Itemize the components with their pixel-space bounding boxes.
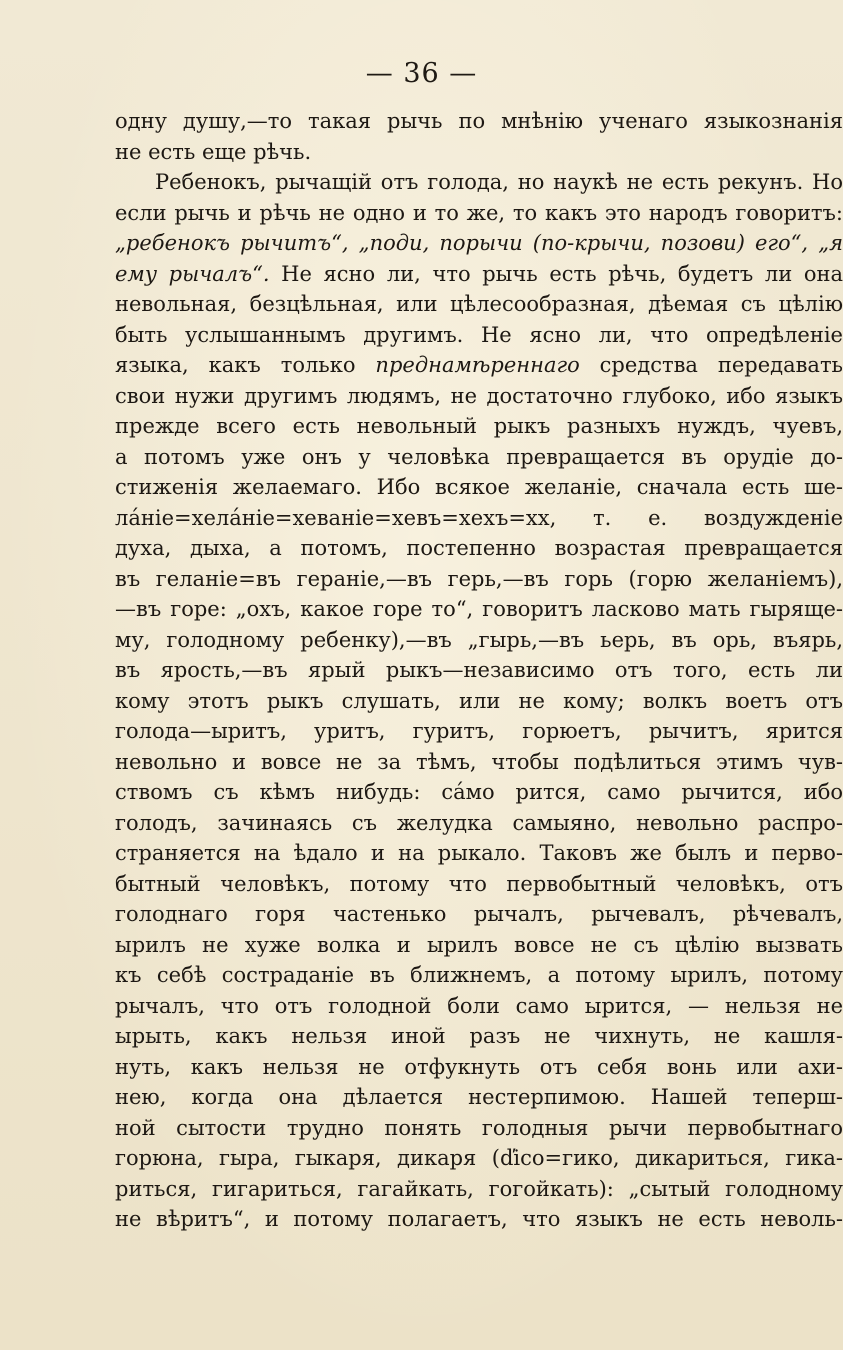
- text-line: [115, 838, 843, 869]
- text-line: [115, 228, 843, 259]
- text-segment: ырыть, какъ нельзя иной разъ не чихнуть, не кашля-: [115, 1024, 843, 1048]
- text-line: [115, 655, 843, 686]
- text-segment: одну душу,—то такая рычь по мнѣнію ученаго языкознанія: [115, 109, 843, 133]
- text-segment: горюна, гыра, гыкаря, дикаря (ďico=гико, дикариться, гика-: [115, 1146, 843, 1170]
- text-line: [115, 777, 843, 808]
- text-segment: прежде всего есть невольный рыкъ разныхъ нуждъ, чуевъ,: [115, 414, 843, 438]
- text-line: [115, 198, 843, 229]
- text-line: [115, 594, 843, 625]
- text-segment: если рычь и рѣчь не одно и то же, то какъ это народъ говоритъ:: [115, 200, 843, 225]
- text-segment: ырилъ не хуже волка и ырилъ вовсе не съ цѣлію вызвать: [115, 932, 843, 957]
- text-line: [115, 869, 843, 900]
- text-line: [115, 1174, 843, 1205]
- text-line: [115, 411, 843, 442]
- text-line: [115, 686, 843, 717]
- text-segment: риться, гигариться, гагайкать, гогойкать): „сытый голодному: [115, 1176, 843, 1201]
- text-segment: Не ясно ли, что рычь есть рѣчь, будетъ ли она: [269, 261, 843, 286]
- text-line: [115, 716, 843, 747]
- text-line: [115, 1204, 843, 1235]
- text-segment: свои нужи другимъ людямъ, не достаточно глубоко, ибо языкъ: [115, 383, 843, 408]
- text-segment: къ себѣ состраданіе въ ближнемъ, а потому ырилъ, потому: [115, 963, 843, 987]
- text-segment: ла́ніе=хела́ніе=хеваніе=хевъ=хехъ=хх, т. е. воздужденіе: [115, 505, 843, 530]
- text-segment: голода—ыритъ, уритъ, гуритъ, горюетъ, рычитъ, ярится: [115, 719, 843, 743]
- text-segment: средства передавать: [579, 353, 843, 377]
- text-line: [115, 289, 843, 320]
- text-segment: —въ горе: „охъ, какое горе то“, говоритъ ласково мать гыряще-: [115, 597, 843, 621]
- text-segment: въ ярость,—въ ярый рыкъ—независимо отъ того, есть ли: [115, 658, 843, 682]
- text-line: [115, 137, 843, 168]
- text-segment: ствомъ съ кѣмъ нибудь: са́мо рится, само рычится, ибо: [115, 780, 843, 804]
- text-line: [115, 808, 843, 839]
- text-line: [115, 899, 843, 930]
- text-line: [115, 320, 843, 351]
- text-segment: нуть, какъ нельзя не отфукнуть отъ себя вонь или ахи-: [115, 1054, 843, 1079]
- text-line: [115, 960, 843, 991]
- text-segment: Ребенокъ, рычащій отъ голода, но наукѣ не есть рекунъ. Но: [155, 170, 843, 194]
- text-line: [115, 533, 843, 564]
- text-line: [115, 1082, 843, 1113]
- italic-text: „ребенокъ рычитъ“, „поди, порычи (по-крычи, позови) его“, „я: [115, 231, 843, 255]
- text-line: [115, 1113, 843, 1144]
- text-segment: му, голодному ребенку),—въ „гырь,—въ ьерь, въ орь, въярь,: [115, 627, 843, 652]
- text-line: [115, 625, 843, 656]
- text-line: [115, 930, 843, 961]
- text-segment: языка, какъ только: [115, 353, 376, 377]
- text-line: [115, 259, 843, 290]
- body-text: [115, 106, 843, 1235]
- text-line: [115, 381, 843, 412]
- text-line: [115, 472, 843, 503]
- text-segment: не есть еще рѣчь.: [115, 139, 312, 164]
- text-segment: не вѣритъ“, и потому полагаетъ, что языкъ не есть неволь-: [115, 1207, 843, 1231]
- text-segment: быть услышаннымъ другимъ. Не ясно ли, что опредѣленіе: [115, 322, 843, 347]
- text-line: [115, 350, 843, 381]
- text-segment: рычалъ, что отъ голодной боли само ырится, — нельзя не: [115, 993, 843, 1018]
- text-line: [115, 747, 843, 778]
- text-segment: а потомъ уже онъ у человѣка превращается въ орудіе до-: [115, 444, 843, 469]
- text-line: [115, 503, 843, 534]
- text-line: [115, 442, 843, 473]
- text-segment: невольно и вовсе не за тѣмъ, чтобы подѣлиться этимъ чув-: [115, 749, 843, 774]
- text-segment: голоднаго горя частенько рычалъ, рычевалъ, рѣчевалъ,: [115, 902, 843, 926]
- text-line: [115, 1143, 843, 1174]
- text-segment: стиженія желаемаго. Ибо всякое желаніе, сначала есть ше-: [115, 475, 843, 499]
- text-segment: въ геланіе=въ гераніе,—въ герь,—въ горь (горю желаніемъ),: [115, 566, 843, 591]
- text-line: [115, 1021, 843, 1052]
- text-segment: страняется на ѣдало и на рыкало. Таковъ же былъ и перво-: [115, 841, 843, 865]
- page-number: — 36 —: [365, 58, 478, 89]
- text-line: [115, 564, 843, 595]
- text-segment: кому этотъ рыкъ слушать, или не кому; волкъ воетъ отъ: [115, 688, 843, 713]
- text-segment: нею, когда она дѣлается нестерпимою. Нашей теперш-: [115, 1085, 843, 1109]
- italic-text: преднамѣреннаго: [375, 353, 580, 377]
- text-segment: ной сытости трудно понять голодныя рычи первобытнаго: [115, 1115, 843, 1140]
- text-line: [115, 1052, 843, 1083]
- text-segment: духа, дыха, а потомъ, постепенно возрастая превращается: [115, 536, 843, 560]
- text-line: [115, 991, 843, 1022]
- text-line: [115, 167, 843, 198]
- italic-text: ему рычалъ“.: [115, 261, 270, 286]
- text-segment: голодъ, зачинаясь съ желудка самыяно, невольно распро-: [115, 810, 843, 835]
- text-segment: невольная, безцѣльная, или цѣлесообразная, дѣемая съ цѣлію: [115, 292, 843, 316]
- text-line: [115, 106, 843, 137]
- text-segment: бытный человѣкъ, потому что первобытный человѣкъ, отъ: [115, 871, 843, 896]
